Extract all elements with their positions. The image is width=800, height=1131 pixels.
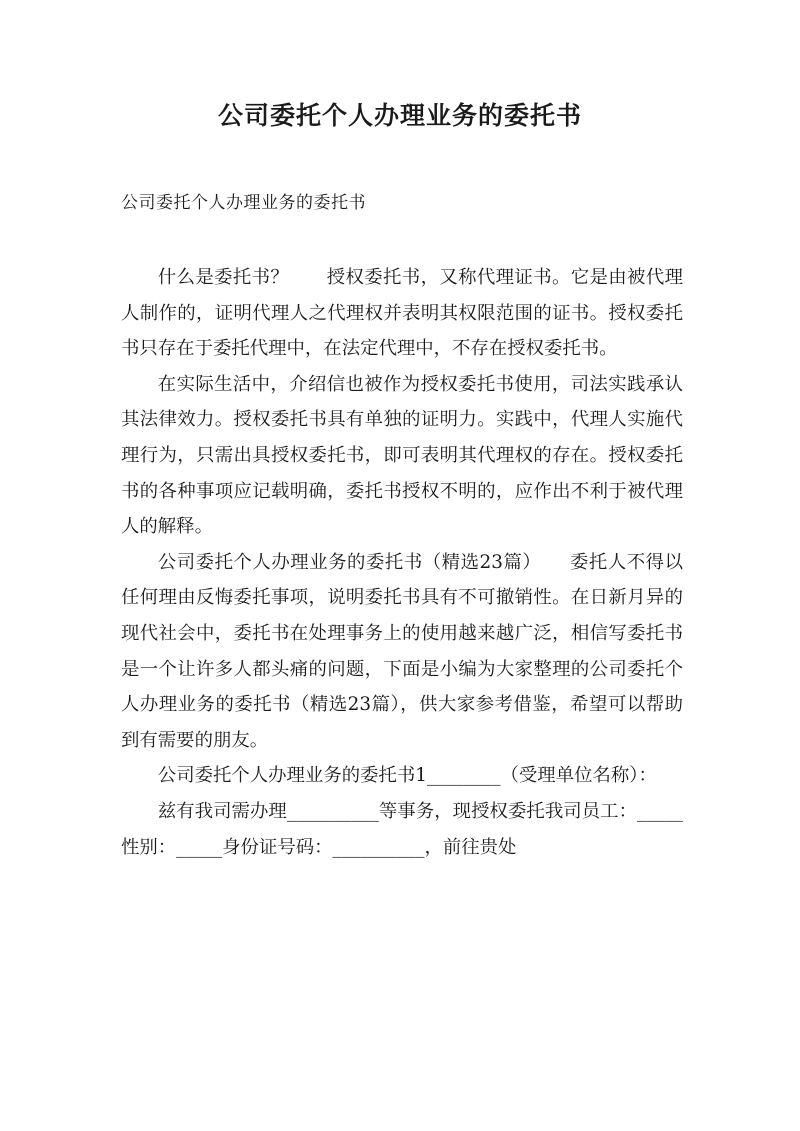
document-title: 公司委托个人办理业务的委托书 <box>217 101 582 130</box>
document-body <box>121 260 683 865</box>
paragraph-introduction: 公司委托个人办理业务的委托书（精选23篇） 委托人不得以任何理由反悔委托事项，说明委托书具有不可撤销性。在日新月异的现代社会中，委托书在处理事务上的使用越来越广泛，相信写委托书是一个让许多人都头痛的问题，下面是小编为大家整理的公司委托个人办理业务的委托书（精选23篇），供大家参考借鉴，希望可以帮助到有需要的朋友。 <box>121 551 683 751</box>
paragraph-sample-1-heading: 公司委托个人办理业务的委托书1________（受理单位名称）： <box>157 765 657 787</box>
paragraph-legal-effect: 在实际生活中，介绍信也被作为授权委托书使用，司法实践承认其法律效力。授权委托书具有单独的证明力。实践中，代理人实施代理行为，只需出具授权委托书，即可表明其代理权的存在。授权委托书的各种事项应记载明确，委托书授权不明的，应作出不利于被代理人的解释。 <box>121 373 683 538</box>
paragraph-what-is-power-of-attorney: 什么是委托书？ 授权委托书，又称代理证书。它是由被代理人制作的，证明代理人之代理权并表明其权限范围的证书。授权委托书只存在于委托代理中，在法定代理中，不存在授权委托书。 <box>121 267 683 360</box>
document-subtitle: 公司委托个人办理业务的委托书 <box>121 193 366 213</box>
paragraph-sample-1-body: 兹有我司需办理__________等事务，现授权委托我司员工：_____性别：_____身份证号码：__________，前往贵处 <box>121 800 683 858</box>
